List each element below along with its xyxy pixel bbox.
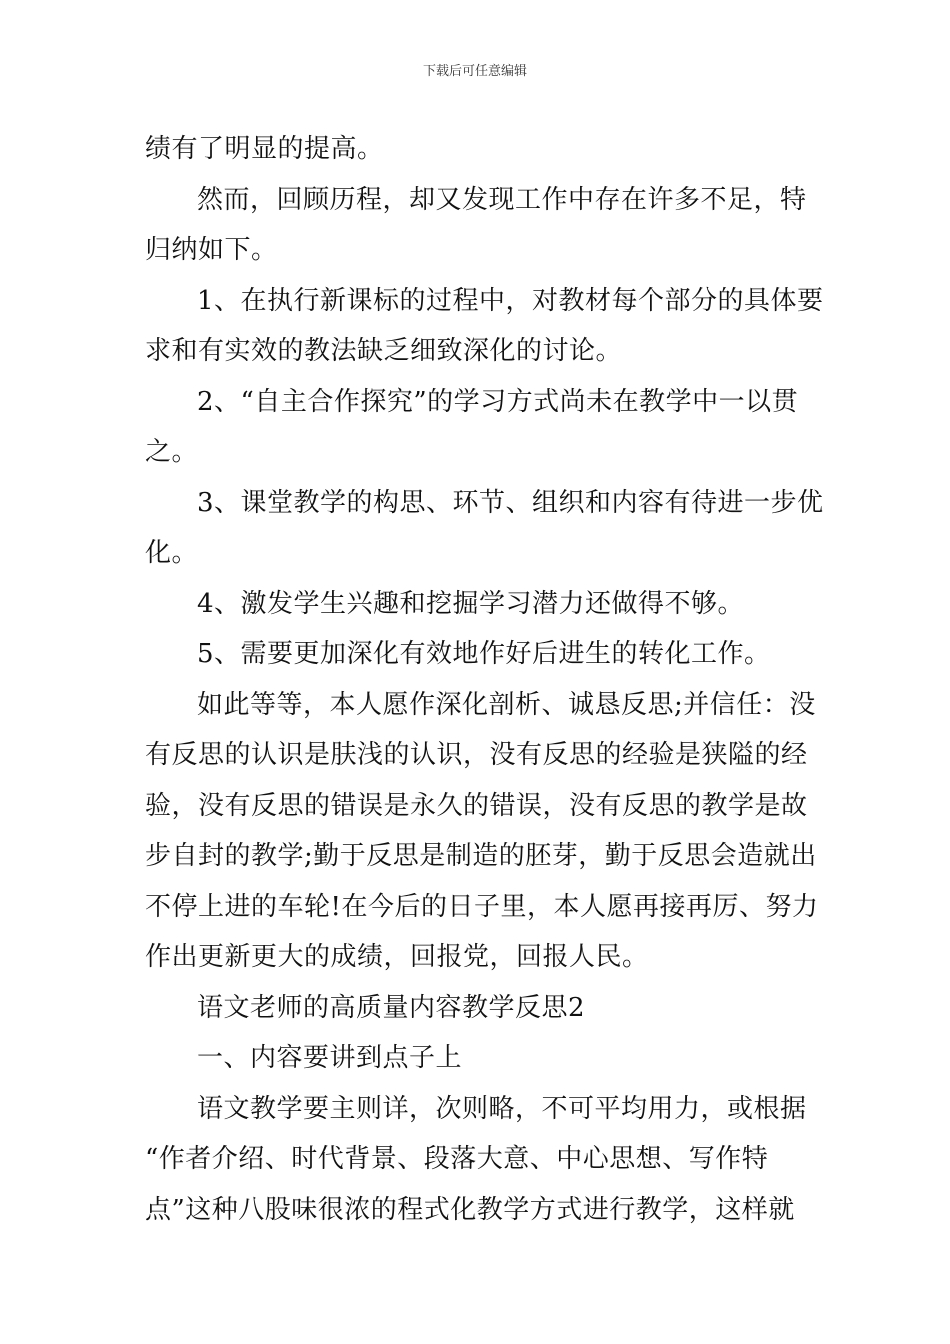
text-line: 求和有实效的教法缺乏细致深化的讨论。 <box>145 336 623 366</box>
text-line: 然而，回顾历程，却又发现工作中存在许多不足，特 <box>197 184 807 215</box>
text-line: 点”这种八股味很浓的程式化教学方式进行教学，这样就 <box>145 1194 795 1225</box>
text-line: 绩有了明显的提高。 <box>145 134 384 164</box>
text-line: 5、需要更加深化有效地作好后进生的转化工作。 <box>197 639 771 669</box>
text-line: 步自封的教学;勤于反思是制造的胚芽，勤于反思会造就出 <box>145 841 817 871</box>
text-line: 有反思的认识是肤浅的认识，没有反思的经验是狭隘的经 <box>145 740 808 770</box>
text-line: 4、激发学生兴趣和挖掘学习潜力还做得不够。 <box>197 588 745 619</box>
text-line: 验，没有反思的错误是永久的错误，没有反思的教学是故 <box>145 790 808 821</box>
text-line: 归纳如下。 <box>145 235 278 265</box>
section-title: 语文老师的高质量内容教学反思2 <box>197 992 586 1023</box>
text-line: 2、“自主合作探究”的学习方式尚未在教学中一以贯 <box>197 386 799 417</box>
document-body <box>145 124 824 1235</box>
text-line: 1、在执行新课标的过程中，对教材每个部分的具体要 <box>197 285 824 316</box>
text-line: 如此等等，本人愿作深化剖析、诚恳反思;并信任：没 <box>197 689 816 720</box>
text-line: 3、课堂教学的构思、环节、组织和内容有待进一步优 <box>197 487 824 518</box>
text-line: 不停上进的车轮!在今后的日子里，本人愿再接再厉、努力 <box>145 891 819 922</box>
text-line: 语文教学要主则详，次则略，不可平均用力，或根据 <box>197 1093 807 1124</box>
text-line: 之。 <box>145 437 199 467</box>
subsection-title: 一、内容要讲到点子上 <box>197 1043 463 1073</box>
text-line: 作出更新更大的成绩，回报党，回报人民。 <box>145 942 649 972</box>
page-header: 下载后可任意编辑 <box>422 64 527 79</box>
text-line: “作者介绍、时代背景、段落大意、中心思想、写作特 <box>145 1144 769 1174</box>
text-line: 化。 <box>145 538 199 568</box>
